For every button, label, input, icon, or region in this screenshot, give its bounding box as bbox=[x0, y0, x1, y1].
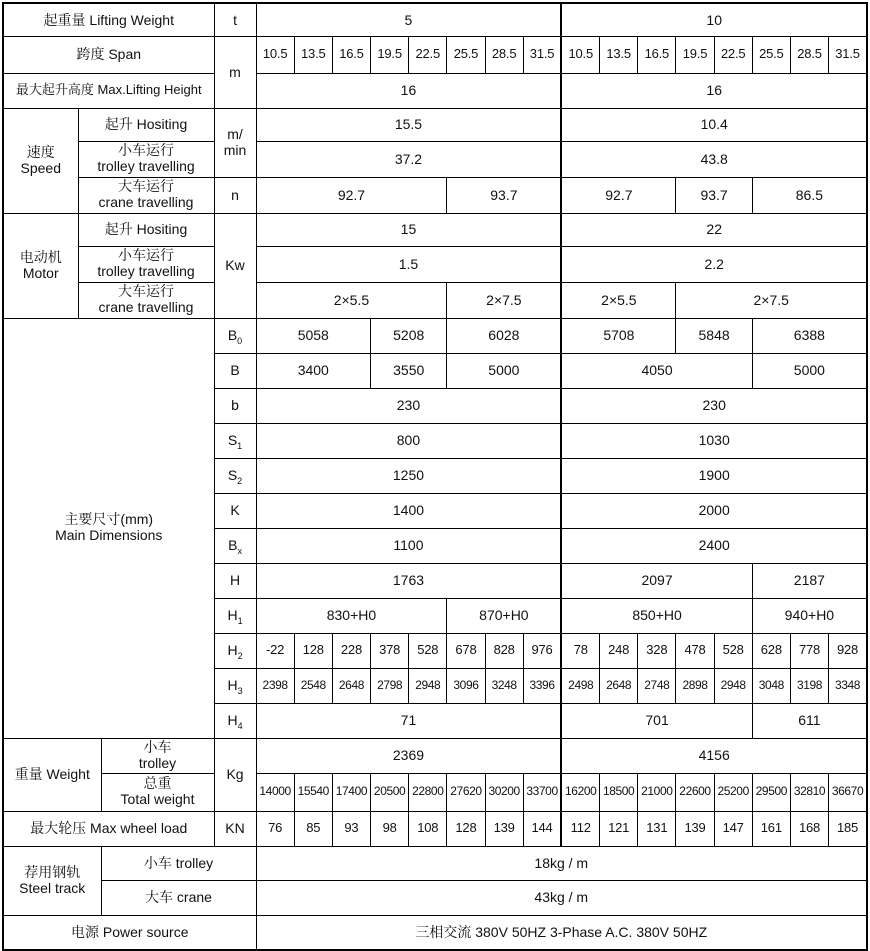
weight-trolley-label-zh: 小车 bbox=[143, 738, 172, 755]
motor-crane-value: 2×5.5 bbox=[256, 282, 447, 318]
max-wheel-load-value: 76 bbox=[256, 811, 294, 846]
speed-hoisting-value: 10.4 bbox=[561, 108, 867, 141]
max-wheel-load-value: 147 bbox=[714, 811, 752, 846]
row-motor-hoisting bbox=[3, 213, 867, 246]
speed-unit-bottom: min bbox=[223, 141, 247, 158]
weight-total-value: 22600 bbox=[676, 773, 714, 811]
dim-H3-value: 2648 bbox=[332, 668, 370, 703]
dim-B-value: 5000 bbox=[752, 353, 867, 388]
speed-crane-unit: n bbox=[214, 177, 256, 213]
row-max-wheel-load bbox=[3, 811, 867, 846]
dim-H3-value: 2648 bbox=[600, 668, 638, 703]
weight-total-label-zh: 总重 bbox=[143, 775, 172, 792]
row-speed-crane bbox=[3, 177, 867, 213]
dim-key-Bx: $B_x$ bbox=[214, 528, 256, 563]
dim-H2-value: 228 bbox=[332, 633, 370, 668]
dim-H3-value: 2898 bbox=[676, 668, 714, 703]
max-wheel-load-value: 131 bbox=[638, 811, 676, 846]
weight-unit: Kg bbox=[214, 738, 256, 811]
steel-track-trolley-value: 18kg / m bbox=[256, 846, 867, 880]
weight-total-value: 16200 bbox=[561, 773, 599, 811]
speed-crane-value: 92.7 bbox=[561, 177, 676, 213]
speed-section-label bbox=[3, 108, 78, 213]
dim-H1-value: 940+H0 bbox=[752, 598, 867, 633]
spec-table bbox=[2, 2, 868, 951]
dim-H3-value: 2748 bbox=[638, 668, 676, 703]
weight-total-value: 33700 bbox=[523, 773, 561, 811]
motor-label-en: Motor bbox=[22, 264, 59, 281]
motor-hoisting-value: 22 bbox=[561, 213, 867, 246]
dim-Bx-value: 1100 bbox=[256, 528, 561, 563]
lifting-weight-value: 5 bbox=[256, 3, 561, 36]
dim-key-b: b bbox=[214, 388, 256, 423]
dim-H4-value: 701 bbox=[561, 703, 752, 738]
dim-key-H4: $H_4$ bbox=[214, 703, 256, 738]
motor-crane-label-zh: 大车运行 bbox=[118, 283, 174, 300]
dim-key-S1: $S_1$ bbox=[214, 423, 256, 458]
span-value: 25.5 bbox=[447, 36, 485, 73]
dim-H2-value: 678 bbox=[447, 633, 485, 668]
row-weight-total bbox=[3, 773, 867, 811]
row-speed-hoisting bbox=[3, 108, 867, 141]
dim-S1-value: 800 bbox=[256, 423, 561, 458]
weight-total-value: 20500 bbox=[371, 773, 409, 811]
dim-H2-value: 128 bbox=[294, 633, 332, 668]
dim-key-K: K bbox=[214, 493, 256, 528]
motor-unit: Kw bbox=[214, 213, 256, 318]
span-value: 25.5 bbox=[752, 36, 790, 73]
max-wheel-load-value: 144 bbox=[523, 811, 561, 846]
span-value: 10.5 bbox=[561, 36, 599, 73]
dim-H-value: 1763 bbox=[256, 563, 561, 598]
dim-H3-value: 2798 bbox=[371, 668, 409, 703]
dim-H1-value: 870+H0 bbox=[447, 598, 562, 633]
dim-H4-value: 611 bbox=[752, 703, 867, 738]
dim-H2-value: 528 bbox=[714, 633, 752, 668]
dim-H2-value: 478 bbox=[676, 633, 714, 668]
dim-H2-value: 778 bbox=[790, 633, 828, 668]
max-wheel-load-value: 161 bbox=[752, 811, 790, 846]
row-speed-trolley bbox=[3, 141, 867, 177]
power-source-label: 电源 Power source bbox=[3, 915, 256, 950]
dim-B0-value: 5848 bbox=[676, 318, 752, 353]
max-wheel-load-unit: KN bbox=[214, 811, 256, 846]
dim-H2-value: 528 bbox=[409, 633, 447, 668]
max-wheel-load-value: 112 bbox=[561, 811, 599, 846]
dim-key-H3: $H_3$ bbox=[214, 668, 256, 703]
weight-trolley-label bbox=[101, 738, 214, 773]
dim-S1-value: 1030 bbox=[561, 423, 867, 458]
motor-trolley-label-en: trolley travelling bbox=[97, 263, 195, 279]
dim-H3-value: 2948 bbox=[409, 668, 447, 703]
dim-H4-value: 71 bbox=[256, 703, 561, 738]
dim-K-value: 1400 bbox=[256, 493, 561, 528]
motor-trolley-label-zh: 小车运行 bbox=[118, 247, 174, 264]
dim-B0-value: 5058 bbox=[256, 318, 371, 353]
speed-hoisting-value: 15.5 bbox=[256, 108, 561, 141]
dim-H-value: 2097 bbox=[561, 563, 752, 598]
row-power-source bbox=[3, 915, 867, 950]
weight-total-value: 14000 bbox=[256, 773, 294, 811]
dim-B0-value: 5708 bbox=[561, 318, 676, 353]
dim-H3-value: 3096 bbox=[447, 668, 485, 703]
dim-H1-value: 850+H0 bbox=[561, 598, 752, 633]
dim-H3-value: 3048 bbox=[752, 668, 790, 703]
dim-K-value: 2000 bbox=[561, 493, 867, 528]
steel-track-crane-value: 43kg / m bbox=[256, 880, 867, 915]
motor-hoisting-value: 15 bbox=[256, 213, 561, 246]
steel-track-section-label bbox=[3, 846, 101, 915]
dim-H2-value: 628 bbox=[752, 633, 790, 668]
dim-key-B0: $B_0$ bbox=[214, 318, 256, 353]
speed-label-en: Speed bbox=[20, 159, 61, 176]
dim-key-B: B bbox=[214, 353, 256, 388]
speed-crane-value: 86.5 bbox=[752, 177, 867, 213]
dim-H2-value: -22 bbox=[256, 633, 294, 668]
speed-crane-label-zh: 大车运行 bbox=[118, 178, 174, 195]
weight-total-value: 25200 bbox=[714, 773, 752, 811]
span-value: 16.5 bbox=[332, 36, 370, 73]
span-value: 22.5 bbox=[409, 36, 447, 73]
dim-H2-value: 78 bbox=[561, 633, 599, 668]
weight-trolley-value: 4156 bbox=[561, 738, 867, 773]
weight-total-value: 21000 bbox=[638, 773, 676, 811]
dim-S2-value: 1900 bbox=[561, 458, 867, 493]
weight-trolley-label-en: trolley bbox=[138, 754, 177, 771]
dim-H3-value: 2398 bbox=[256, 668, 294, 703]
row-steel-track-crane bbox=[3, 880, 867, 915]
motor-crane-label bbox=[78, 282, 214, 318]
dim-Bx-value: 2400 bbox=[561, 528, 867, 563]
main-dimensions-label-en: Main Dimensions bbox=[55, 527, 163, 543]
weight-total-value: 30200 bbox=[485, 773, 523, 811]
weight-total-value: 29500 bbox=[752, 773, 790, 811]
dim-S2-value: 1250 bbox=[256, 458, 561, 493]
weight-total-value: 22800 bbox=[409, 773, 447, 811]
max-wheel-load-value: 168 bbox=[790, 811, 828, 846]
weight-total-label-en: Total weight bbox=[120, 791, 195, 807]
weight-total-value: 18500 bbox=[600, 773, 638, 811]
dim-H-value: 2187 bbox=[752, 563, 867, 598]
weight-total-value: 27620 bbox=[447, 773, 485, 811]
span-value: 22.5 bbox=[714, 36, 752, 73]
span-value: 28.5 bbox=[790, 36, 828, 73]
max-wheel-load-value: 139 bbox=[676, 811, 714, 846]
weight-total-label bbox=[101, 773, 214, 811]
dim-H2-value: 976 bbox=[523, 633, 561, 668]
speed-label-zh: 速度 bbox=[26, 143, 55, 160]
motor-trolley-label bbox=[78, 246, 214, 282]
dim-H1-value: 830+H0 bbox=[256, 598, 447, 633]
dim-H3-value: 2498 bbox=[561, 668, 599, 703]
dim-H3-value: 3198 bbox=[790, 668, 828, 703]
span-value: 28.5 bbox=[485, 36, 523, 73]
dim-H3-value: 2948 bbox=[714, 668, 752, 703]
dim-b-value: 230 bbox=[256, 388, 561, 423]
dim-key-S2: $S_2$ bbox=[214, 458, 256, 493]
motor-trolley-value: 1.5 bbox=[256, 246, 561, 282]
row-motor-trolley bbox=[3, 246, 867, 282]
weight-section-label: 重量 Weight bbox=[3, 738, 101, 811]
lifting-weight-label: 起重量 Lifting Weight bbox=[3, 3, 214, 36]
dim-H3-value: 3248 bbox=[485, 668, 523, 703]
speed-trolley-label bbox=[78, 141, 214, 177]
row-span bbox=[3, 36, 867, 73]
weight-trolley-value: 2369 bbox=[256, 738, 561, 773]
motor-hoisting-label: 起升 Hositing bbox=[78, 213, 214, 246]
max-wheel-load-value: 85 bbox=[294, 811, 332, 846]
span-value: 13.5 bbox=[600, 36, 638, 73]
motor-section-label bbox=[3, 213, 78, 318]
dim-H3-value: 3348 bbox=[829, 668, 867, 703]
power-source-value: 三相交流 380V 50HZ 3-Phase A.C. 380V 50HZ bbox=[256, 915, 867, 950]
motor-crane-value: 2×7.5 bbox=[447, 282, 562, 318]
max-lifting-height-value: 16 bbox=[561, 73, 867, 108]
dim-B-value: 4050 bbox=[561, 353, 752, 388]
max-wheel-load-value: 185 bbox=[829, 811, 867, 846]
row-weight-trolley bbox=[3, 738, 867, 773]
speed-unit-top: m/ bbox=[227, 125, 243, 142]
dim-H2-value: 928 bbox=[829, 633, 867, 668]
weight-total-value: 17400 bbox=[332, 773, 370, 811]
span-value: 19.5 bbox=[676, 36, 714, 73]
dim-key-H1: $H_1$ bbox=[214, 598, 256, 633]
row-dim-B0 bbox=[3, 318, 867, 353]
lifting-weight-value: 10 bbox=[561, 3, 867, 36]
motor-trolley-value: 2.2 bbox=[561, 246, 867, 282]
span-label: 跨度 Span bbox=[3, 36, 214, 73]
motor-crane-label-en: crane travelling bbox=[98, 299, 194, 315]
span-value: 31.5 bbox=[829, 36, 867, 73]
steel-track-crane-label: 大车 crane bbox=[101, 880, 256, 915]
main-dimensions-label bbox=[3, 318, 214, 738]
dim-H2-value: 328 bbox=[638, 633, 676, 668]
span-value: 10.5 bbox=[256, 36, 294, 73]
dim-H2-value: 828 bbox=[485, 633, 523, 668]
row-steel-track-trolley bbox=[3, 846, 867, 880]
main-dimensions-label-zh: 主要尺寸(mm) bbox=[64, 511, 154, 528]
dim-key-H2: $H_2$ bbox=[214, 633, 256, 668]
dim-H3-value: 2548 bbox=[294, 668, 332, 703]
lifting-weight-unit: t bbox=[214, 3, 256, 36]
steel-track-label-zh: 荐用钢轨 bbox=[24, 863, 81, 880]
dim-key-H: H bbox=[214, 563, 256, 598]
span-unit: m bbox=[214, 36, 256, 108]
row-lifting-weight bbox=[3, 3, 867, 36]
speed-crane-label bbox=[78, 177, 214, 213]
max-wheel-load-value: 128 bbox=[447, 811, 485, 846]
max-wheel-load-value: 98 bbox=[371, 811, 409, 846]
weight-total-value: 15540 bbox=[294, 773, 332, 811]
dim-B0-value: 6388 bbox=[752, 318, 867, 353]
max-wheel-load-value: 121 bbox=[600, 811, 638, 846]
speed-trolley-value: 43.8 bbox=[561, 141, 867, 177]
dim-B-value: 3550 bbox=[371, 353, 447, 388]
row-max-lifting-height bbox=[3, 73, 867, 108]
speed-trolley-label-en: trolley travelling bbox=[97, 158, 195, 174]
motor-crane-value: 2×7.5 bbox=[676, 282, 867, 318]
speed-crane-value: 93.7 bbox=[447, 177, 562, 213]
motor-label-zh: 电动机 bbox=[19, 248, 62, 265]
span-value: 16.5 bbox=[638, 36, 676, 73]
speed-crane-value: 93.7 bbox=[676, 177, 752, 213]
dim-B-value: 3400 bbox=[256, 353, 371, 388]
span-value: 19.5 bbox=[371, 36, 409, 73]
dim-H3-value: 3396 bbox=[523, 668, 561, 703]
dim-B0-value: 6028 bbox=[447, 318, 562, 353]
dim-B-value: 5000 bbox=[447, 353, 562, 388]
span-value: 13.5 bbox=[294, 36, 332, 73]
max-wheel-load-label: 最大轮压 Max wheel load bbox=[3, 811, 214, 846]
max-wheel-load-value: 93 bbox=[332, 811, 370, 846]
speed-crane-value: 92.7 bbox=[256, 177, 447, 213]
dim-b-value: 230 bbox=[561, 388, 867, 423]
speed-trolley-label-zh: 小车运行 bbox=[118, 142, 174, 159]
dim-B0-value: 5208 bbox=[371, 318, 447, 353]
max-wheel-load-value: 108 bbox=[409, 811, 447, 846]
speed-unit-m-min bbox=[214, 108, 256, 177]
dim-H2-value: 248 bbox=[600, 633, 638, 668]
speed-hoisting-label: 起升 Hositing bbox=[78, 108, 214, 141]
row-motor-crane bbox=[3, 282, 867, 318]
speed-trolley-value: 37.2 bbox=[256, 141, 561, 177]
weight-total-value: 32810 bbox=[790, 773, 828, 811]
max-lifting-height-label: 最大起升高度 Max.Lifting Height bbox=[3, 73, 214, 108]
dim-H2-value: 378 bbox=[371, 633, 409, 668]
max-lifting-height-value: 16 bbox=[256, 73, 561, 108]
motor-crane-value: 2×5.5 bbox=[561, 282, 676, 318]
max-wheel-load-value: 139 bbox=[485, 811, 523, 846]
span-value: 31.5 bbox=[523, 36, 561, 73]
steel-track-trolley-label: 小车 trolley bbox=[101, 846, 256, 880]
weight-total-value: 36670 bbox=[829, 773, 867, 811]
speed-crane-label-en: crane travelling bbox=[98, 194, 194, 210]
steel-track-label-en: Steel track bbox=[19, 879, 86, 896]
